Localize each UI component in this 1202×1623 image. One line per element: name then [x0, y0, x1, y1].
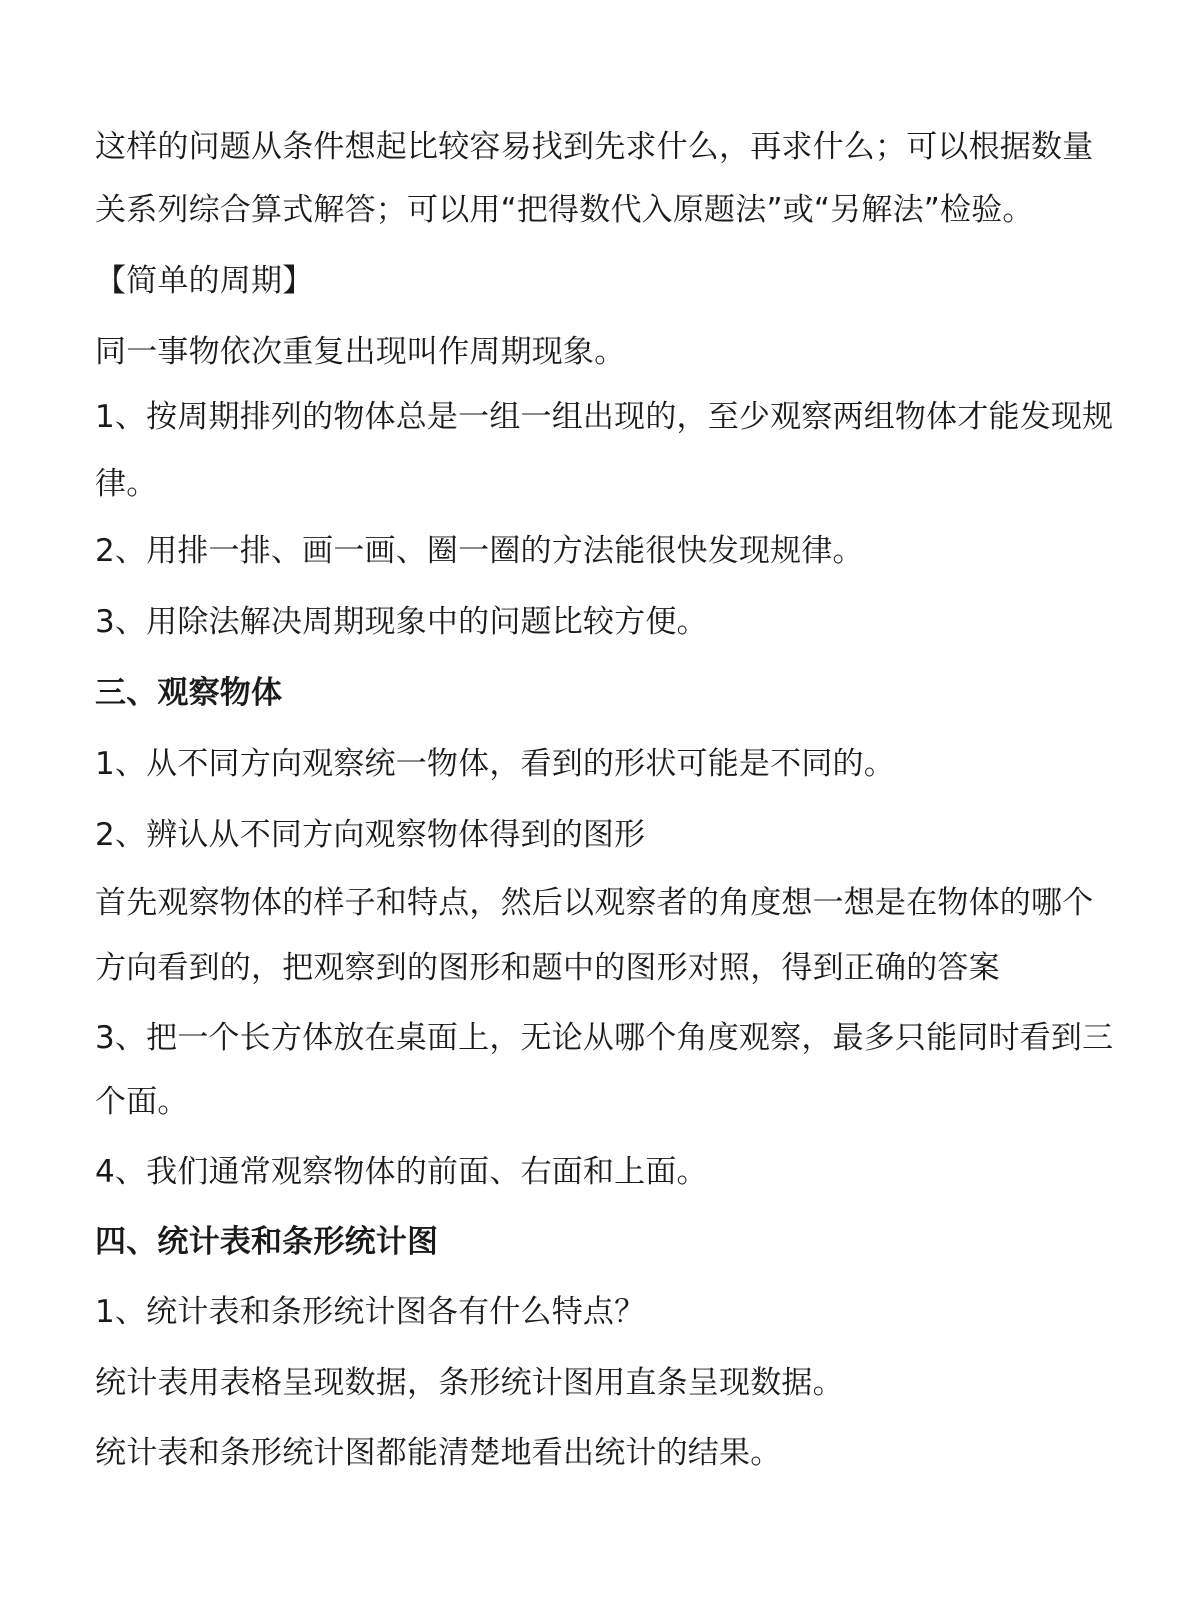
- list-item-line: 1、按周期排列的物体总是一组一组出现的，至少观察两组物体才能发现规: [95, 399, 1114, 435]
- list-item-line: 律。: [95, 466, 158, 502]
- paragraph-line: 这样的问题从条件想起比较容易找到先求什么，再求什么；可以根据数量: [95, 129, 1094, 165]
- list-item-line: 3、用除法解决周期现象中的问题比较方便。: [95, 604, 708, 640]
- list-item-line: 2、辨认从不同方向观察物体得到的图形: [95, 817, 646, 853]
- list-item-line: 1、从不同方向观察统一物体，看到的形状可能是不同的。: [95, 746, 895, 782]
- paragraph-line: 方向看到的，把观察到的图形和题中的图形对照，得到正确的答案: [95, 950, 1000, 986]
- paragraph-line: 统计表和条形统计图都能清楚地看出统计的结果。: [95, 1435, 782, 1471]
- section-heading-statistics: 四、统计表和条形统计图: [95, 1224, 439, 1260]
- paragraph-line: 关系列综合算式解答；可以用“把得数代入原题法”或“另解法”检验。: [95, 192, 1034, 228]
- list-item-line: 1、统计表和条形统计图各有什么特点？: [95, 1294, 646, 1330]
- paragraph-line: 统计表用表格呈现数据，条形统计图用直条呈现数据。: [95, 1365, 844, 1401]
- list-item-line: 3、把一个长方体放在桌面上，无论从哪个角度观察，最多只能同时看到三: [95, 1020, 1114, 1056]
- paragraph-line: 同一事物依次重复出现叫作周期现象。: [95, 334, 626, 370]
- section-heading-periodic: 【简单的周期】: [95, 263, 314, 299]
- list-item-line: 4、我们通常观察物体的前面、右面和上面。: [95, 1154, 708, 1190]
- list-item-line: 个面。: [95, 1084, 189, 1120]
- section-heading-observe: 三、观察物体: [95, 675, 283, 711]
- list-item-line: 2、用排一排、画一画、圈一圈的方法能很快发现规律。: [95, 533, 864, 569]
- paragraph-line: 首先观察物体的样子和特点，然后以观察者的角度想一想是在物体的哪个: [95, 885, 1094, 921]
